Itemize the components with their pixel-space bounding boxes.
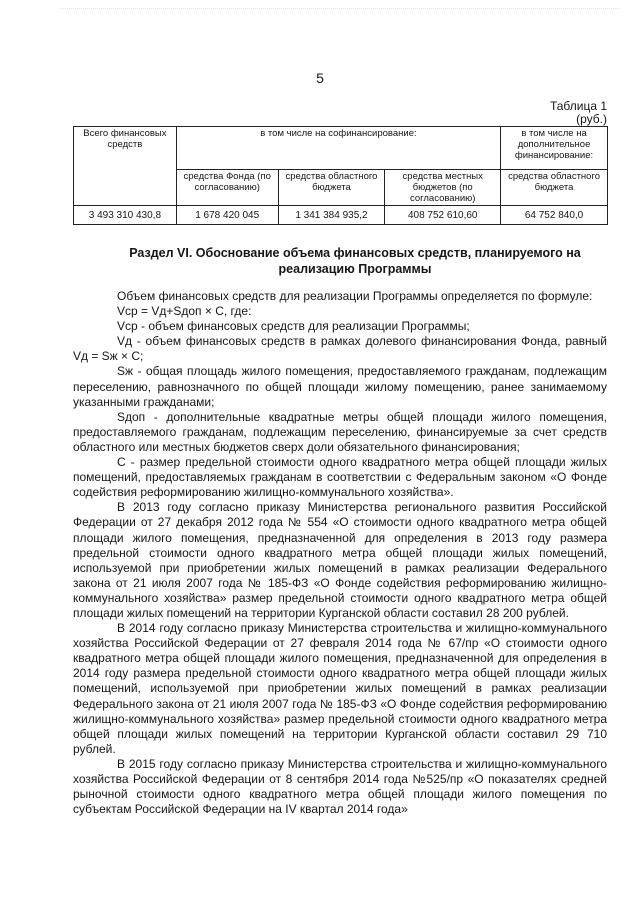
paragraph-2013: В 2013 году согласно приказу Министерства регионального развития Российской Федерации от 27 декабря 2012 года № 554 «О стоимости одного квадратного метра общей площади жилого помещения, предназначенной для определения в 2013 году размера предельной стоимости одного квадратного метра общей площади жилых помещений, используемой при приобретении жилых помещений в рамках реализации Федерального закона от 21 июля 2007 года № 185-ФЗ «О Фонде содействия реформированию жилищно-коммунального хозяйства» размер предельной стоимости одного квадратного метра общей площади жилых помещений на территории Курганской области составил 28 200 рублей. (73, 500, 607, 620)
financing-table (73, 126, 608, 225)
paragraph-2014: В 2014 году согласно приказу Министерства строительства и жилищно-коммунального хозяйства Российской Федерации от 27 февраля 2014 года № 67/пр «О стоимости одного квадратного метра общей площади жилого помещения, предназначенной для определения в 2014 году размера предельной стоимости одного квадратного метра общей площади жилых помещений, используемой при приобретении жилых помещений в рамках реализации Федерального закона от 21 июля 2007 года № 185-ФЗ «О Фонде содействия реформированию жилищно-коммунального хозяйства» размер предельной стоимости одного квадратного метра общей площади жилых помещений на территории Курганской области составил 29 710 рублей. (73, 621, 607, 756)
paragraph-def-vd: Vд - объем финансовых средств в рамках долевого финансирования Фонда, равный Vд = Sж × C; (73, 334, 607, 364)
table-row (74, 206, 608, 225)
subheader-local: средства местных бюджетов (по согласованию) (385, 170, 501, 206)
value-additional-regional: 64 752 840,0 (501, 206, 608, 225)
header-total: Всего финансовых средств (74, 127, 177, 206)
subheader-regional: средства областного бюджета (278, 170, 385, 206)
value-fund: 1 678 420 045 (176, 206, 278, 225)
scan-artifact-line (60, 8, 620, 13)
subheader-additional-regional: средства областного бюджета (501, 170, 608, 206)
subheader-fund: средства Фонда (по согласованию) (176, 170, 278, 206)
paragraph-formula: Vср = Vд+Sдоп × C, где: (117, 304, 252, 319)
header-additional: в том числе на дополнительное финансирование: (501, 127, 608, 170)
value-total: 3 493 310 430,8 (74, 206, 177, 225)
table-header-row (74, 127, 608, 170)
value-regional: 1 341 384 935,2 (278, 206, 385, 225)
paragraph-def-sz: Sж - общая площадь жилого помещения, предоставляемого гражданам, подлежащим переселению, равнозначного по общей площади жилому помещению, ранее занимаемому указанными гражданами; (73, 364, 607, 409)
header-cofinancing: в том числе на софинансирование: (176, 127, 500, 170)
section-title: Раздел VI. Обоснование объема финансовых средств, планируемого на реализацию Программы (129, 246, 581, 276)
paragraph-def-vsr: Vср - объем финансовых средств для реализации Программы; (117, 319, 470, 334)
table-caption-unit: (руб.) (576, 112, 607, 126)
value-local: 408 752 610,60 (385, 206, 501, 225)
paragraph-def-sdop: Sдоп - дополнительные квадратные метры общей площади жилого помещения, предоставляемого гражданам, подлежащим переселению, финансируемые за счет средств областного или местных бюджетов сверх доли обязательного финансирования; (73, 409, 607, 454)
paragraph-2015: В 2015 году согласно приказу Министерства строительства и жилищно-коммунального хозяйства Российской Федерации от 8 сентября 2014 года №525/пр «О показателях средней рыночной стоимости одного квадратного метра общей площади жилого помещения по субъектам Российской Федерации на IV квартал 2014 года» (73, 756, 607, 817)
paragraph-def-c: С - размер предельной стоимости одного квадратного метра общей площади жилых помещений, предоставляемых гражданам в соответствии с Федеральным законом «О Фонде содействия реформированию жилищно-коммунального хозяйства». (73, 455, 607, 500)
table-caption-title: Таблица 1 (549, 99, 607, 113)
paragraph-intro: Объем финансовых средств для реализации Программы определяется по формуле: (117, 289, 593, 303)
page-number: 5 (316, 70, 324, 86)
table-caption (550, 100, 607, 126)
section-body (73, 289, 607, 817)
